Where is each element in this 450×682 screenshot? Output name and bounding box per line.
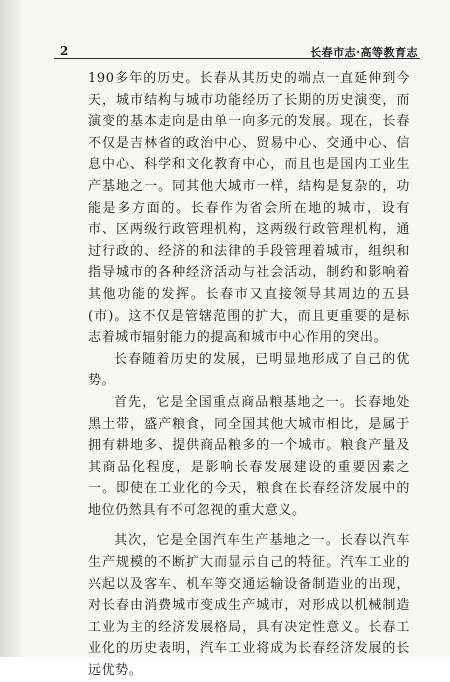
paragraph-4: 其次，它是全国汽车生产基地之一。长春以汽车生产规模的不断扩大而显示自己的特征。汽车工业的兴起以及客车、机车等交通运输设备制造业的出现，对长春由消费城市变成生产城市，对形成以机械制造工业为主的经济发展格局，具有决定性意义。长春工业化的历史表明，汽车工业将成为长春经济发展的长远优势。 <box>88 533 410 679</box>
running-header <box>54 38 420 59</box>
paragraph-3: 首先，它是全国重点商品粮基地之一。长春地处黑土带，盛产粮食，同全国其他大城市相比，是属于拥有耕地多、提供商品粮多的一个城市。粮食产量及其商品化程度，是影响长春发展建设的重要因素之一。即使在工业化的今天，粮食在长春经济发展中的地位仍然具有不可忽视的重大意义。 <box>88 394 410 518</box>
body-text <box>88 68 410 682</box>
book-title: 长春市志·高等教育志 <box>310 46 418 59</box>
page-number: 2 <box>60 44 69 58</box>
paragraph-2: 长春随着历史的发展，已明显地形成了自己的优势。 <box>88 351 410 389</box>
paragraph-1: 190多年的历史。长春从其历史的端点一直延伸到今天，城市结构与城市功能经历了长期的历史演变，而演变的基本走向是由单一向多元的发展。现在，长春不仅是吉林省的政治中心、贸易中心、交通中心、信息中心、科学和文化教育中心，而且也是国内工业生产基地之一。同其他大城市一样，结构是复杂的，功能是多方面的。长春作为省会所在地的城市，设有市、区两级行政管理机构，这两级行政管理机构，通过行政的、经济的和法律的手段管理着城市，组织和指导城市的各种经济活动与社会活动，制约和影响着其他功能的发挥。长春市又直接领导其周边的五县(市)。这不仅是管辖范围的扩大，而且更重要的是标志着城市辐射能力的提高和城市中心作用的突出。 <box>88 71 410 346</box>
binding-shadow <box>0 0 24 657</box>
